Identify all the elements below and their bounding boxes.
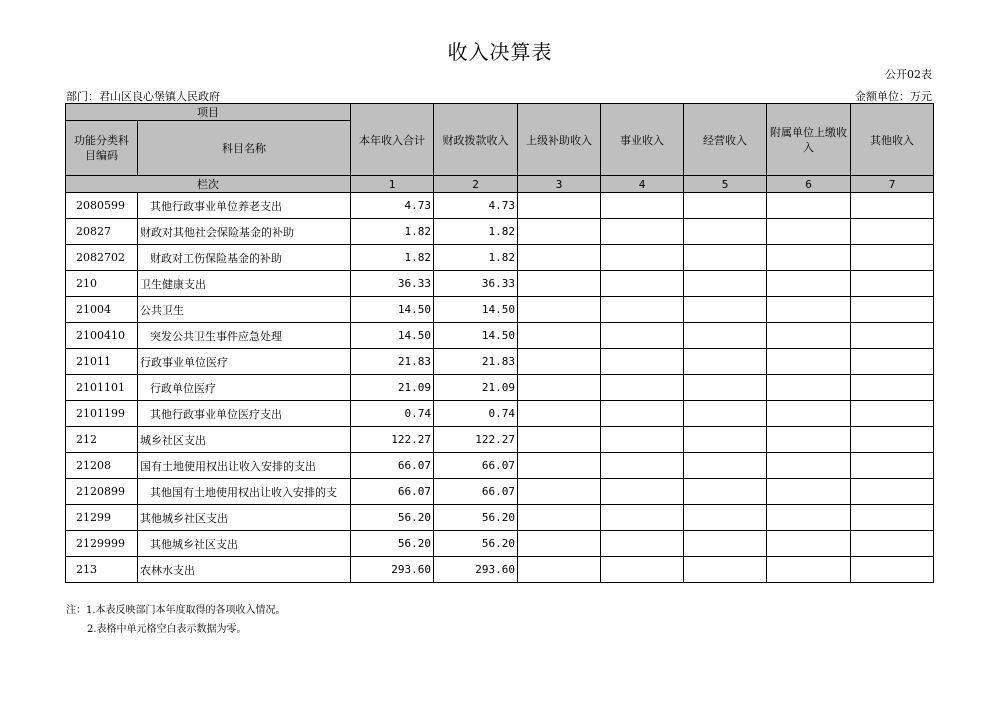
cell-affiliate [767, 323, 851, 349]
header-col-2: 财政拨款收入 [434, 104, 518, 176]
cell-code: 21208 [66, 453, 138, 479]
cell-code: 21011 [66, 349, 138, 375]
cell-superior [518, 505, 601, 531]
cell-total: 1.82 [351, 219, 434, 245]
cell-superior [518, 297, 601, 323]
table-row [66, 349, 934, 375]
table-row [66, 375, 934, 401]
cell-operation [684, 349, 767, 375]
cell-superior [518, 323, 601, 349]
table-row [66, 271, 934, 297]
table-row [66, 401, 934, 427]
cell-business [601, 193, 684, 219]
cell-affiliate [767, 453, 851, 479]
header-index: 6 [767, 176, 851, 193]
header-index: 7 [851, 176, 934, 193]
cell-operation [684, 557, 767, 583]
cell-name: 公共卫生 [138, 297, 351, 323]
header-col-1: 本年收入合计 [351, 104, 434, 176]
cell-other [851, 453, 934, 479]
cell-fiscal: 293.60 [434, 557, 518, 583]
amount-unit-label: 金额单位：万元 [855, 90, 932, 103]
cell-other [851, 531, 934, 557]
cell-fiscal: 21.09 [434, 375, 518, 401]
cell-business [601, 505, 684, 531]
cell-affiliate [767, 427, 851, 453]
cell-business [601, 245, 684, 271]
cell-operation [684, 531, 767, 557]
header-code: 功能分类科目编码 [66, 121, 138, 176]
cell-superior [518, 219, 601, 245]
cell-operation [684, 193, 767, 219]
cell-code: 2101199 [66, 401, 138, 427]
cell-affiliate [767, 297, 851, 323]
cell-superior [518, 349, 601, 375]
cell-affiliate [767, 349, 851, 375]
header-index: 3 [518, 176, 601, 193]
cell-fiscal: 56.20 [434, 531, 518, 557]
cell-name: 行政事业单位医疗 [138, 349, 351, 375]
cell-business [601, 297, 684, 323]
header-index: 4 [601, 176, 684, 193]
cell-business [601, 401, 684, 427]
header-name: 科目名称 [138, 121, 351, 176]
cell-total: 0.74 [351, 401, 434, 427]
cell-operation [684, 427, 767, 453]
cell-fiscal: 36.33 [434, 271, 518, 297]
table-row [66, 323, 934, 349]
cell-business [601, 375, 684, 401]
header-col-7: 其他收入 [851, 104, 934, 176]
table-row [66, 453, 934, 479]
cell-fiscal: 56.20 [434, 505, 518, 531]
cell-code: 212 [66, 427, 138, 453]
table-row [66, 297, 934, 323]
cell-other [851, 427, 934, 453]
cell-business [601, 271, 684, 297]
cell-affiliate [767, 375, 851, 401]
cell-name: 卫生健康支出 [138, 271, 351, 297]
notes [66, 601, 286, 639]
cell-fiscal: 14.50 [434, 297, 518, 323]
cell-code: 2080599 [66, 193, 138, 219]
cell-name: 财政对工伤保险基金的补助 [138, 245, 351, 271]
cell-code: 2100410 [66, 323, 138, 349]
cell-total: 14.50 [351, 323, 434, 349]
cell-name: 国有土地使用权出让收入安排的支出 [138, 453, 351, 479]
header-index: 5 [684, 176, 767, 193]
cell-total: 56.20 [351, 531, 434, 557]
cell-other [851, 401, 934, 427]
cell-code: 21299 [66, 505, 138, 531]
cell-affiliate [767, 271, 851, 297]
cell-superior [518, 531, 601, 557]
cell-total: 4.73 [351, 193, 434, 219]
table-row [66, 219, 934, 245]
cell-affiliate [767, 219, 851, 245]
cell-superior [518, 245, 601, 271]
cell-business [601, 453, 684, 479]
cell-business [601, 531, 684, 557]
cell-code: 210 [66, 271, 138, 297]
cell-code: 2101101 [66, 375, 138, 401]
table-row [66, 531, 934, 557]
cell-operation [684, 219, 767, 245]
cell-other [851, 323, 934, 349]
cell-total: 14.50 [351, 297, 434, 323]
form-number: 公开02表 [885, 68, 932, 81]
cell-name: 行政单位医疗 [138, 375, 351, 401]
table-row [66, 479, 934, 505]
cell-business [601, 479, 684, 505]
header-index: 2 [434, 176, 518, 193]
cell-business [601, 323, 684, 349]
cell-code: 21004 [66, 297, 138, 323]
cell-fiscal: 21.83 [434, 349, 518, 375]
cell-superior [518, 193, 601, 219]
cell-affiliate [767, 401, 851, 427]
page-title: 收入决算表 [447, 40, 553, 64]
cell-name: 城乡社区支出 [138, 427, 351, 453]
cell-total: 122.27 [351, 427, 434, 453]
cell-total: 21.83 [351, 349, 434, 375]
cell-other [851, 557, 934, 583]
cell-other [851, 245, 934, 271]
cell-code: 2129999 [66, 531, 138, 557]
cell-name: 财政对其他社会保险基金的补助 [138, 219, 351, 245]
header-project: 项目 [66, 104, 351, 121]
cell-affiliate [767, 479, 851, 505]
cell-business [601, 219, 684, 245]
cell-fiscal: 122.27 [434, 427, 518, 453]
cell-operation [684, 375, 767, 401]
cell-fiscal: 0.74 [434, 401, 518, 427]
cell-code: 2120899 [66, 479, 138, 505]
cell-superior [518, 453, 601, 479]
cell-operation [684, 271, 767, 297]
cell-operation [684, 297, 767, 323]
header-index: 1 [351, 176, 434, 193]
cell-other [851, 219, 934, 245]
cell-business [601, 427, 684, 453]
cell-code: 213 [66, 557, 138, 583]
cell-other [851, 297, 934, 323]
cell-superior [518, 375, 601, 401]
cell-name: 其他行政事业单位养老支出 [138, 193, 351, 219]
cell-name: 农林水支出 [138, 557, 351, 583]
table-row [66, 427, 934, 453]
cell-operation [684, 323, 767, 349]
header-col-4: 事业收入 [601, 104, 684, 176]
cell-affiliate [767, 505, 851, 531]
cell-total: 293.60 [351, 557, 434, 583]
cell-fiscal: 66.07 [434, 453, 518, 479]
cell-name: 突发公共卫生事件应急处理 [138, 323, 351, 349]
cell-total: 36.33 [351, 271, 434, 297]
cell-total: 66.07 [351, 453, 434, 479]
income-table [65, 103, 934, 583]
cell-other [851, 505, 934, 531]
cell-superior [518, 479, 601, 505]
cell-superior [518, 427, 601, 453]
cell-total: 66.07 [351, 479, 434, 505]
cell-affiliate [767, 245, 851, 271]
cell-fiscal: 1.82 [434, 245, 518, 271]
cell-fiscal: 1.82 [434, 219, 518, 245]
cell-operation [684, 505, 767, 531]
cell-name: 其他国有土地使用权出让收入安排的支 [138, 479, 351, 505]
cell-other [851, 479, 934, 505]
cell-total: 56.20 [351, 505, 434, 531]
header-col-6: 附属单位上缴收入 [767, 104, 851, 176]
cell-name: 其他行政事业单位医疗支出 [138, 401, 351, 427]
cell-code: 2082702 [66, 245, 138, 271]
table-row [66, 245, 934, 271]
header-row-label: 栏次 [66, 176, 351, 193]
cell-code: 20827 [66, 219, 138, 245]
cell-other [851, 375, 934, 401]
cell-other [851, 271, 934, 297]
cell-fiscal: 14.50 [434, 323, 518, 349]
cell-business [601, 557, 684, 583]
cell-operation [684, 245, 767, 271]
cell-fiscal: 66.07 [434, 479, 518, 505]
note-1: 注：1.本表反映部门本年度取得的各项收入情况。 [66, 605, 286, 616]
cell-superior [518, 557, 601, 583]
cell-affiliate [767, 193, 851, 219]
header-col-3: 上级补助收入 [518, 104, 601, 176]
cell-total: 21.09 [351, 375, 434, 401]
cell-business [601, 349, 684, 375]
cell-name: 其他城乡社区支出 [138, 505, 351, 531]
note-2: 2.表格中单元格空白表示数据为零。 [87, 624, 247, 635]
cell-affiliate [767, 531, 851, 557]
cell-other [851, 193, 934, 219]
cell-name: 其他城乡社区支出 [138, 531, 351, 557]
header-col-5: 经营收入 [684, 104, 767, 176]
table-row [66, 505, 934, 531]
cell-total: 1.82 [351, 245, 434, 271]
table-row [66, 557, 934, 583]
department-label: 部门：君山区良心堡镇人民政府 [66, 90, 220, 103]
cell-superior [518, 271, 601, 297]
cell-operation [684, 479, 767, 505]
cell-operation [684, 453, 767, 479]
table-row [66, 193, 934, 219]
cell-other [851, 349, 934, 375]
cell-affiliate [767, 557, 851, 583]
cell-operation [684, 401, 767, 427]
cell-fiscal: 4.73 [434, 193, 518, 219]
cell-superior [518, 401, 601, 427]
